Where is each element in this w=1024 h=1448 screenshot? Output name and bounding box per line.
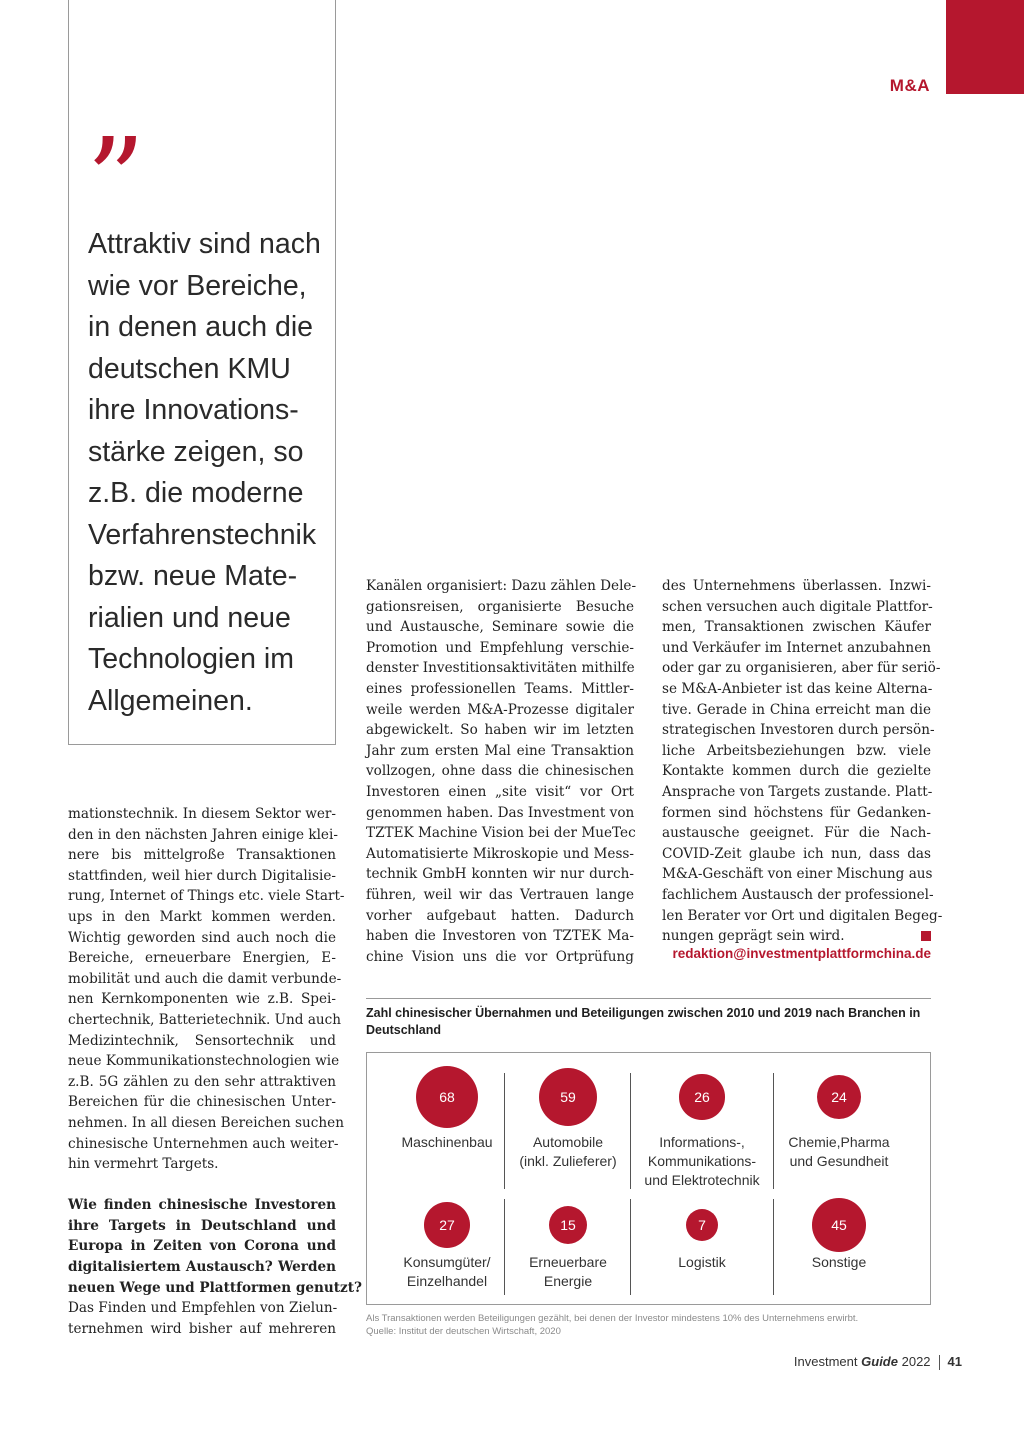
chart-divider [773,1073,774,1189]
text-line: Bereiche, erneuerbare Energien, E- [68,950,336,967]
quote-line: deutschen KMU [88,352,291,385]
text-line: Kontakte kommen durch die gezielte [662,763,931,780]
label-line: Automobile [532,1134,604,1150]
text-line: nere bis mittelgroße Transaktionen [68,847,336,864]
text-line: tive. Gerade in China erreicht man die [662,701,931,718]
label-line: Chemie,Pharma [788,1134,890,1150]
text-line: chinesische Unternehmen auch weiter- [68,1135,339,1152]
chart-category-label [632,1133,772,1190]
chart-source: Quelle: Institut der deutschen Wirtschaft, 2020 [366,1326,561,1337]
text-line: hin vermehrt Targets. [68,1156,219,1173]
text-line: mationstechnik. In diesem Sektor wer- [68,806,336,822]
text-line: men, Transaktionen zwischen Käufer [662,619,931,636]
chart-divider [773,1199,774,1295]
text-line: formen sind höchstens für Gedanken- [662,804,931,821]
chart-footnote [366,1312,858,1338]
text-line: ups in den Markt kommen werden. [68,908,336,925]
text-line: Wie finden chinesische Investoren [68,1197,336,1214]
chart-category-label [377,1253,517,1291]
label-line: (inkl. Zulieferer) [519,1153,617,1169]
text-line: abgewickelt. So haben wir im letzten [366,722,634,739]
chart-category-label [498,1253,638,1291]
text-line: haben die Investoren von TZTEK Ma- [366,928,634,945]
text-line: Jahr zum ersten Mal eine Transaktion [366,742,634,759]
label-line: Sonstige [811,1254,867,1270]
text-line: weile werden M&A-Prozesse digitaler [366,701,634,718]
footer-prefix: Investment [793,1354,858,1369]
label-line: und Elektrotechnik [644,1172,760,1188]
chart-bubble-7: 7 [686,1209,718,1241]
label-line: Energie [543,1273,593,1289]
text-line: nungen geprägt sein wird. [662,926,931,947]
text-line: Promotion und Empfehlung verschie- [366,639,634,656]
text-line: und Verkäufer im Internet anzubahnen [662,639,931,656]
quote-line: Verfahrenstechnik [88,518,317,551]
email-link[interactable]: redaktion@investmentplattformchina.de [672,946,931,961]
label-line: Kommunikations- [647,1153,757,1169]
quote-line: Allgemeinen. [88,684,253,717]
text-line: austausche geeignet. Für die Nach- [662,825,931,842]
label-line: Maschinenbau [401,1134,493,1150]
chart-title: Zahl chinesischer Übernahmen und Beteiligungen zwischen 2010 und 2019 nach Branchen in Deutschland [366,1006,921,1037]
chart-category-label [498,1133,638,1171]
chart-bubble-6: 15 [549,1206,588,1245]
label-line: Informations-, [659,1134,745,1150]
text-line: nehmen. In all diesen Bereichen suchen [68,1114,344,1131]
quote-line: wie vor Bereiche, [88,269,307,302]
text-line: TZTEK Machine Vision bei der MueTec [366,825,636,842]
quote-line: in denen auch die [88,311,314,343]
text-line: Das Finden und Empfehlen von Zielun- [68,1300,338,1317]
page-footer [794,1354,962,1370]
text-line: neuen Wege und Plattformen genutzt? [68,1279,363,1296]
text-line: liche Arbeitsbeziehungen bzw. viele [662,742,931,759]
corner-accent-bar [946,0,1024,94]
label-line: und Gesundheit [789,1153,889,1169]
text-line: genommen haben. Das Investment von [366,804,635,821]
text-line: nen Kernkomponenten wie z.B. Spei- [68,991,336,1008]
text-line: Investoren einen „site visit“ vor Ort [366,783,634,800]
text-line: ternehmen wird bisher auf mehreren [68,1320,336,1337]
text-line: Kanälen organisiert: Dazu zählen Dele- [366,578,637,594]
text-line: technik GmbH konnten wir nur durch- [366,866,634,883]
chart-bubble-2: 59 [539,1068,598,1127]
quote-line: rialien und neue [88,601,291,634]
text-line: den in den nächsten Jahren einige klei- [68,826,338,843]
page-number: 41 [947,1354,962,1369]
quote-line: Technologien im [88,643,294,675]
text-line: Medizintechnik, Sensortechnik und [68,1032,336,1049]
text-line: eines professionellen Teams. Mittler- [366,680,634,697]
text-line: führen, weil wir das Vertrauen lange [366,886,634,903]
quote-mark: ” [86,114,146,249]
text-line: gationsreisen, organisierte Besuche [366,598,634,615]
text-line: COVID-Zeit glaube ich nun, dass das [662,845,931,862]
text-line: Automatisierte Mikroskopie und Mess- [366,845,634,862]
quote-line: stärke zeigen, so [88,435,304,468]
text-line: fachlichem Austausch der professionel- [662,886,934,903]
chart-bubble-4: 24 [817,1075,861,1119]
text-line: Europa in Zeiten von Corona und [68,1238,336,1255]
pull-quote-text [88,224,338,722]
label-line: Einzelhandel [406,1273,488,1289]
text-line: schen versuchen auch digitale Plattfor- [662,598,933,615]
label-line: Erneuerbare [529,1254,607,1270]
chart-divider [504,1073,505,1189]
text-line: z.B. 5G zählen zu den sehr attraktiven [68,1073,336,1090]
text-line: oder gar zu organisieren, aber für seriö- [662,660,941,677]
chart-box [366,1052,931,1305]
chart-top-rule [366,998,931,999]
chart-bubble-3: 26 [679,1074,724,1119]
chart-category-label [769,1253,909,1272]
text-line: mobilität und auch die damit verbunde- [68,970,342,987]
text-line: Ansprache von Targets zustande. Platt- [662,783,933,800]
chart-category-label [377,1133,517,1152]
quote-line: ihre Innovations- [88,394,299,426]
quote-line: z.B. die moderne [88,477,304,509]
text-line: Wichtig geworden sind auch noch die [68,929,336,946]
column-1 [68,804,363,1339]
text-line: vollzogen, ohne dass die chinesischen [366,763,634,780]
text-line: denster Investitionsaktivitäten mithilfe [366,660,635,677]
column-2 [366,576,637,967]
quote-line: bzw. neue Mate- [88,560,298,592]
chart-category-label [769,1133,909,1171]
text-line: stattfinden, weil hier durch Digitalisie- [68,867,336,884]
text-line: rung, Internet of Things etc. viele Start- [68,888,345,905]
label-line: Logistik [678,1254,726,1270]
text-line: und Austausche, Seminare sowie die [366,619,634,636]
text-line: digitalisiertem Austausch? Werden [68,1259,336,1276]
chart-divider [630,1073,631,1189]
quote-line: Attraktiv sind nach [88,228,321,260]
chart-category-label [632,1253,772,1272]
chart-bubble-1: 68 [416,1066,478,1128]
text-line: vorher aufgebaut hatten. Dadurch [366,907,634,924]
chart-bubble-5: 27 [424,1202,470,1248]
text-line: neue Kommunikationstechnologien wie [68,1053,340,1070]
text-line: Bereichen für die chinesischen Unter- [68,1094,336,1111]
text-line: M&A-Geschäft von einer Mischung aus [662,866,933,883]
chart-note: Als Transaktionen werden Beteiligungen gezählt, bei denen der Investor mindestens 10% des Unternehmens erwirbt. [366,1313,859,1324]
text-line: strategischen Investoren durch persön- [662,722,935,739]
footer-separator [939,1355,940,1370]
text-line: len Berater vor Ort und digitalen Begeg- [662,907,943,924]
footer-guide: Guide [861,1354,898,1369]
paragraph-gap [68,1175,336,1196]
text-line: ihre Targets in Deutschland und [68,1217,336,1234]
end-mark-icon [921,931,931,941]
chart-bubble-8: 45 [812,1198,866,1252]
label-line: Konsumgüter/ [403,1254,491,1270]
section-label: M&A [889,76,930,95]
column-3 [662,576,943,947]
text-line: se M&A-Anbieter ist das keine Alterna- [662,680,933,697]
text-line: chine Vision uns die vor Ortprüfung [366,948,634,965]
text-line: des Unternehmens überlassen. Inzwi- [662,578,931,594]
footer-year: 2022 [901,1354,931,1369]
text-line: chertechnik, Batterietechnik. Und auch [68,1011,342,1028]
